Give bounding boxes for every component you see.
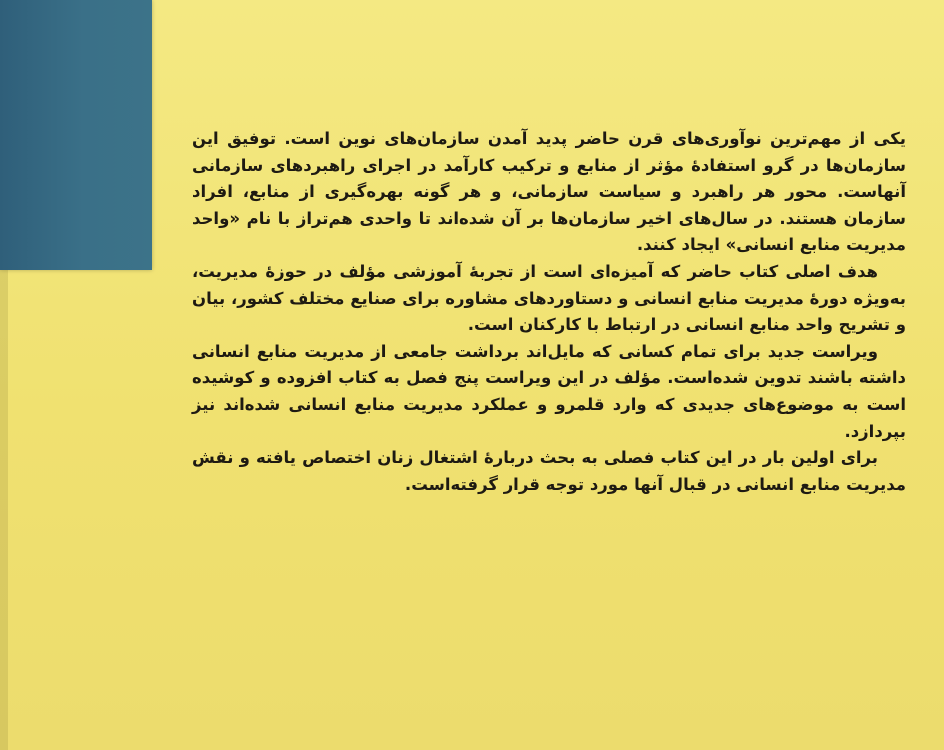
blurb-paragraph-3: ویراست جدید برای تمام کسانی که مایل‌اند برداشت جامعی از مدیریت منابع انسانی داشته باشند تدوین شده‌است. مؤلف در این ویراست پنج فصل به کتاب افزوده و کوشیده است به موضوع‌های جدیدی که وارد قلمرو و عملکرد مدیریت منابع انسانی شده‌اند نیز بپردازد.	[192, 341, 906, 441]
blurb-paragraph-4: برای اولین بار در این کتاب فصلی به بحث دربارهٔ اشتغال زنان اختصاص یافته و نقش مدیریت منابع انسانی در قبال آنها مورد توجه قرار گرفته‌است.	[192, 448, 906, 494]
blurb-text	[192, 126, 906, 498]
blurb-paragraph-1: یکی از مهم‌ترین نوآوری‌های قرن حاضر پدید آمدن سازمان‌های نوین است. توفیق این سازمان‌ها در گرو استفادهٔ مؤثر از منابع و ترکیب کارآمد در اجرای راهبردهای سازمانی آنهاست. محور هر راهبرد و سیاست سازمانی، و هر گونه بهره‌گیری از منابع، افراد سازمان هستند. در سال‌های اخیر سازمان‌ها بر آن شده‌اند تا واحدی هم‌تراز با نام «واحد مدیریت منابع انسانی» ایجاد کنند.	[192, 129, 906, 255]
blue-color-band	[0, 0, 152, 270]
blurb-paragraph-2: هدف اصلی کتاب حاضر که آمیزه‌ای است از تجربهٔ آموزشی مؤلف در حوزهٔ مدیریت، به‌ویژه دورهٔ مدیریت منابع انسانی و دستاوردهای مشاوره برای صنایع مختلف کشور، بیان و تشریح واحد منابع انسانی در ارتباط با کارکنان است.	[192, 261, 906, 335]
cover-edge-shadow	[0, 270, 8, 750]
